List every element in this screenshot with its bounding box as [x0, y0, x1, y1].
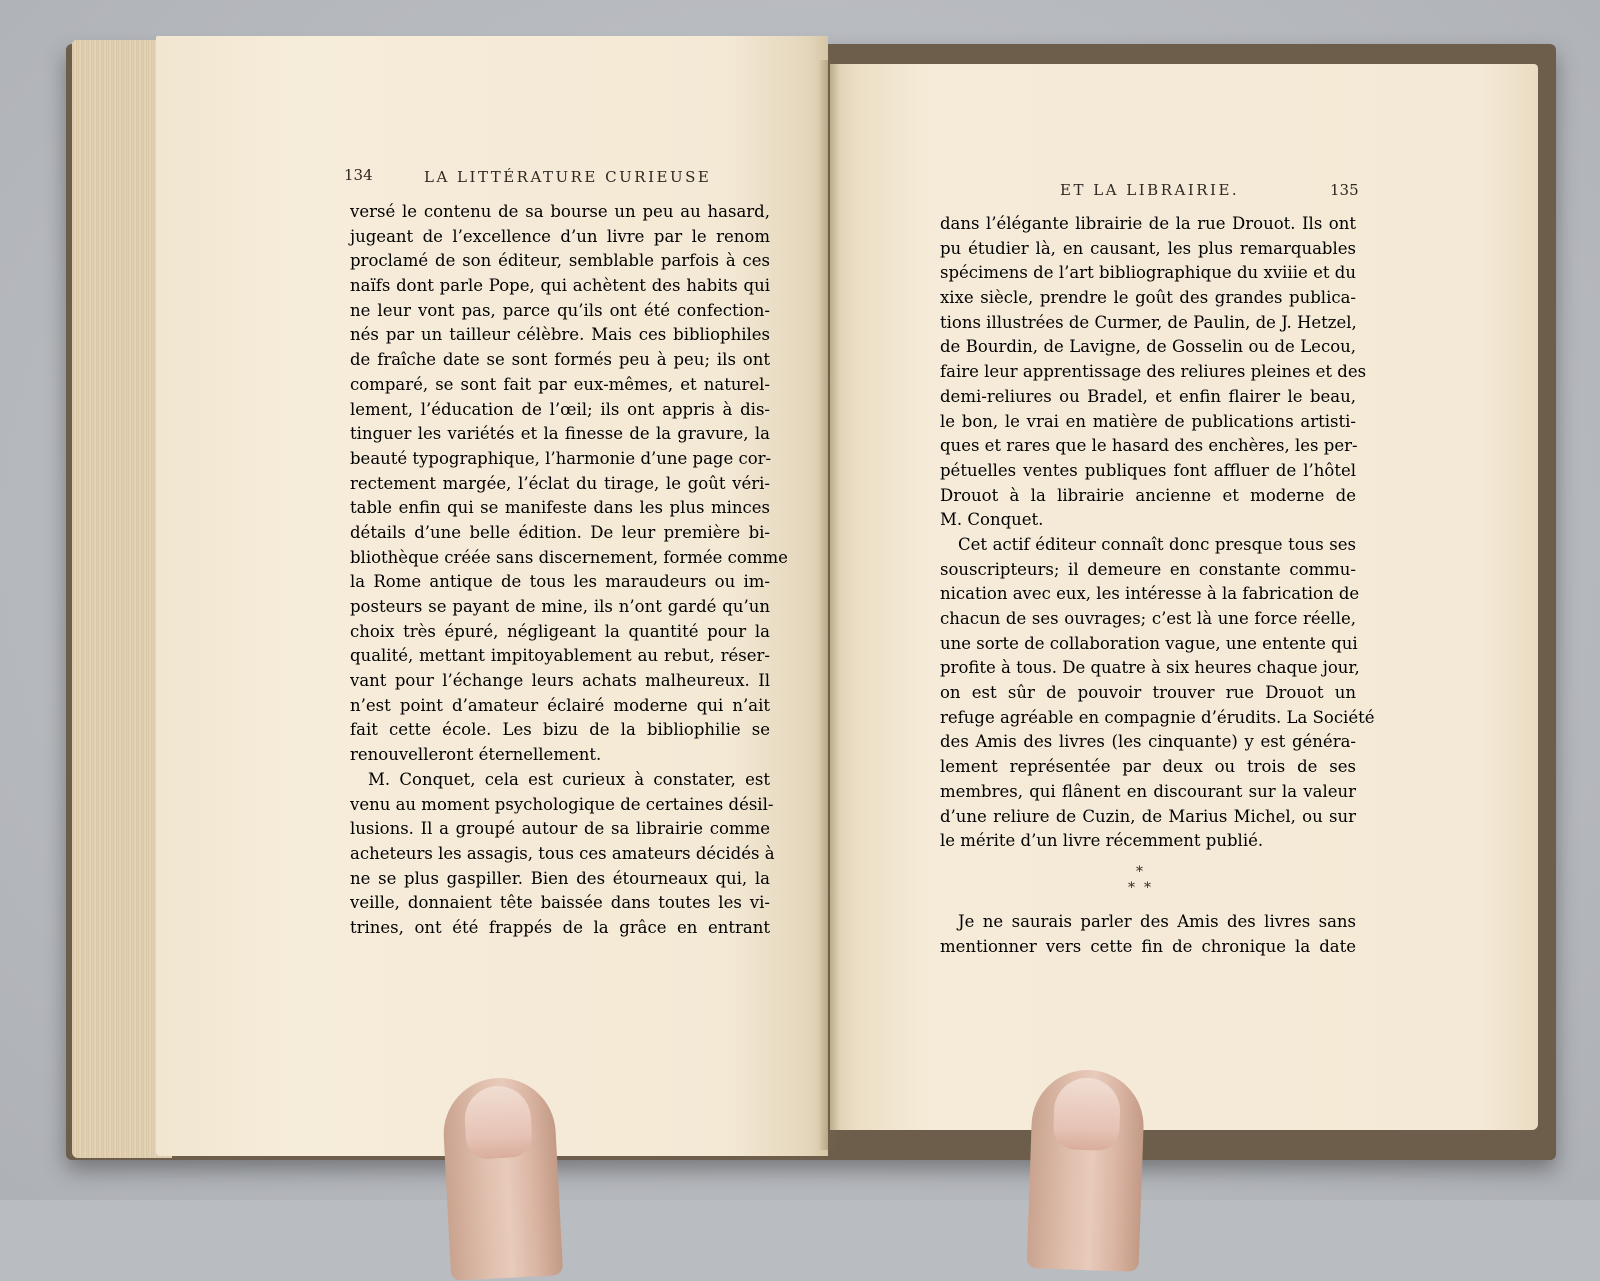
- text-line: le mérite d’un livre récemment publié.: [940, 831, 1264, 851]
- text-line: de Bourdin, de Lavigne, de Gosselin ou de Lecou,: [940, 337, 1356, 357]
- right-page-text: [940, 212, 1375, 959]
- thumbnail-left: [463, 1084, 533, 1159]
- text-line: proclamé de son éditeur, semblable parfois à ces: [350, 251, 770, 271]
- text-line: acheteurs les assagis, tous ces amateurs décidés à: [350, 843, 775, 863]
- text-line: Je ne saurais parler des Amis des livres sans: [958, 911, 1356, 931]
- text-line: M. Conquet, cela est curieux à constater, est: [368, 769, 770, 789]
- page-number-right: 135: [1330, 181, 1359, 199]
- running-head-right: ET LA LIBRAIRIE.: [1060, 181, 1240, 199]
- text-line: beauté typographique, l’harmonie d’une page cor-: [350, 448, 772, 468]
- asterism-star: *: [1144, 879, 1151, 896]
- text-line: veille, donnaient tête baissée dans toutes les vi-: [350, 893, 770, 913]
- text-line: versé le contenu de sa bourse un peu au hasard,: [350, 202, 770, 221]
- text-line: venu au moment psychologique de certaines désil-: [350, 794, 774, 814]
- text-line: d’une reliure de Cuzin, de Marius Michel, ou sur: [940, 806, 1356, 826]
- thumbnail-right: [1053, 1077, 1121, 1151]
- text-line: on est sûr de pouvoir trouver rue Drouot un: [940, 683, 1356, 703]
- text-line: renouvelleront éternellement.: [350, 745, 602, 765]
- text-line: détails d’une belle édition. De leur première bi-: [350, 522, 770, 542]
- text-line: ne se plus gaspiller. Bien des étourneaux qui, la: [350, 868, 770, 888]
- text-line: faire leur apprentissage des reliures pleines et des: [940, 362, 1367, 382]
- text-line: demi-reliures ou Bradel, et enfin flairer le beau,: [940, 386, 1356, 406]
- text-line: profite à tous. De quatre à six heures chaque jour,: [940, 658, 1360, 678]
- text-line: de fraîche date se sont formés peu à peu; ils ont: [350, 350, 770, 370]
- asterism-star: *: [1128, 879, 1135, 896]
- text-line: Cet actif éditeur connaît donc presque tous ses: [958, 534, 1356, 554]
- text-line: comparé, se sont fait par eux-mêmes, et naturel-: [350, 374, 770, 394]
- text-line: n’est point d’amateur éclairé moderne qui n’ait: [350, 695, 770, 715]
- text-line: table enfin qui se manifeste dans les plus minces: [350, 498, 770, 518]
- text-line: lusions. Il a groupé autour de sa librairie comme: [350, 819, 770, 839]
- text-line: la Rome antique de tous les maraudeurs ou im-: [350, 572, 770, 592]
- text-line: tinguer les variétés et la finesse de la gravure, la: [350, 424, 770, 444]
- text-line: jugeant de l’excellence d’un livre par le renom: [350, 226, 770, 246]
- text-line: ques et rares que le hasard des enchères, les per-: [940, 436, 1358, 456]
- text-line: dans l’élégante librairie de la rue Drouot. Ils ont: [940, 214, 1356, 233]
- left-page-text: [350, 200, 788, 941]
- text-line: qualité, mettant impitoyablement au rebut, réser-: [350, 646, 770, 666]
- text-line: rectement margée, l’éclat du tirage, le goût véri-: [350, 473, 770, 493]
- text-line: xixe siècle, prendre le goût des grandes publica-: [940, 288, 1356, 308]
- text-line: pu étudier là, en causant, les plus remarquables: [940, 238, 1356, 258]
- text-line: naïfs dont parle Pope, qui achètent des habits qui: [350, 276, 770, 296]
- thumb-right: [1027, 1068, 1146, 1272]
- text-line: chacun de ses ouvrages; c’est là une force réelle,: [940, 609, 1356, 628]
- running-head-left: LA LITTÉRATURE CURIEUSE: [424, 168, 712, 186]
- asterism: [940, 854, 1356, 910]
- text-line: une sorte de collaboration vague, une entente qui: [940, 633, 1358, 653]
- text-line: choix très épuré, négligeant la quantité pour la: [350, 621, 770, 641]
- text-line: mentionner vers cette fin de chronique la date: [940, 936, 1356, 956]
- text-line: pétuelles ventes publiques font affluer de l’hôtel: [940, 460, 1356, 480]
- text-line: spécimens de l’art bibliographique du xviiie et du: [940, 263, 1356, 283]
- text-line: fait cette école. Les bizu de la bibliophilie se: [350, 720, 770, 740]
- text-line: membres, qui flânent en discourant sur la valeur: [940, 781, 1356, 801]
- text-line: Drouot à la librairie ancienne et moderne de: [940, 485, 1356, 505]
- text-line: lement, l’éducation de l’œil; ils ont appris à dis-: [350, 399, 770, 419]
- text-line: vant pour l’échange leurs achats malheureux. Il: [350, 671, 770, 691]
- page-number-left: 134: [344, 166, 373, 184]
- text-line: souscripteurs; il demeure en constante commu-: [940, 559, 1356, 579]
- book-gutter: [818, 60, 840, 1150]
- text-line: nés par un tailleur célèbre. Mais ces bibliophiles: [350, 325, 770, 345]
- text-line: lement représentée par deux ou trois de ses: [940, 757, 1356, 777]
- text-line: trines, ont été frappés de la grâce en entrant: [350, 917, 770, 937]
- text-line: ne leur vont pas, parce qu’ils ont été confection-: [350, 300, 770, 320]
- thumb-left: [441, 1075, 563, 1281]
- text-line: M. Conquet.: [940, 510, 1044, 530]
- text-line: le bon, le vrai en matière de publications artisti-: [940, 411, 1356, 431]
- text-line: nication avec eux, les intéresse à la fabrication de: [940, 584, 1360, 604]
- text-line: refuge agréable en compagnie d’érudits. La Société: [940, 707, 1375, 727]
- text-line: tions illustrées de Curmer, de Paulin, de J. Hetzel,: [940, 312, 1357, 332]
- text-line: posteurs se payant de mine, ils n’ont gardé qu’un: [350, 597, 770, 616]
- text-line: bliothèque créée sans discernement, formée comme: [350, 547, 788, 567]
- asterism-star: *: [1136, 863, 1143, 880]
- text-line: des Amis des livres (les cinquante) y est généra-: [940, 732, 1356, 752]
